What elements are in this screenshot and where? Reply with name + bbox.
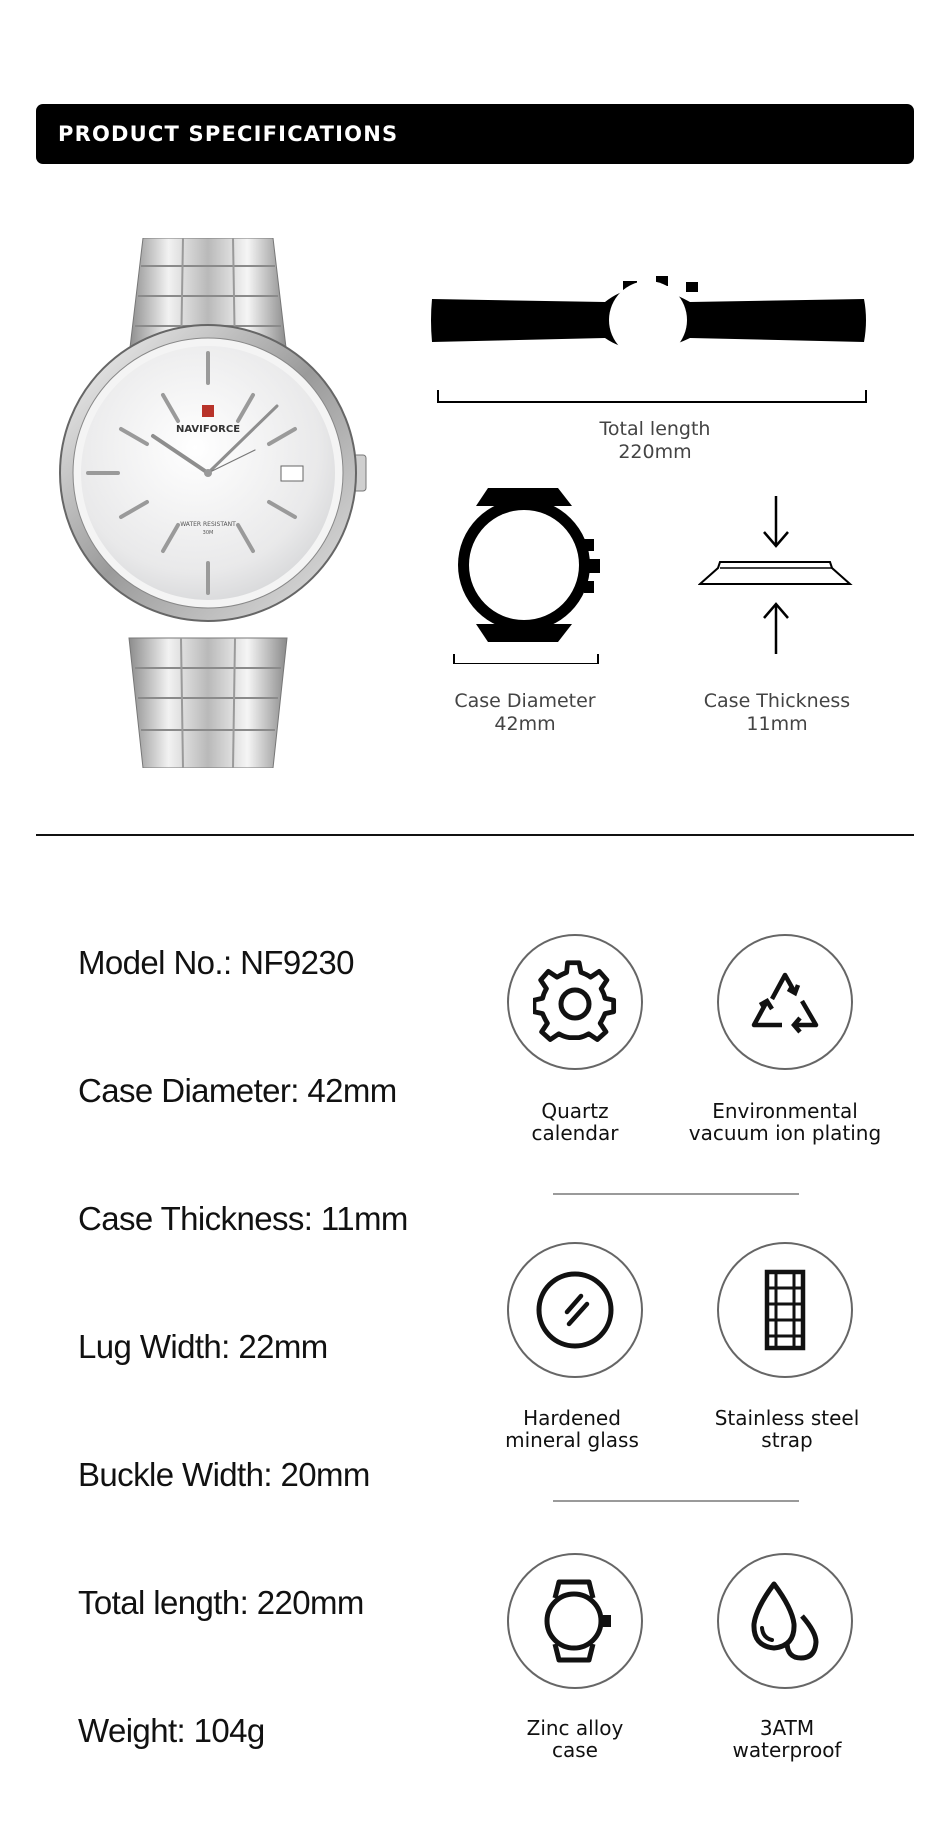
product-watch-image [55, 238, 375, 768]
gear-icon [533, 960, 617, 1044]
feature-case-line1: Zinc alloy [526, 1716, 624, 1740]
feature-row-divider [553, 1500, 799, 1502]
case-thickness-value: 11mm [746, 713, 808, 735]
total-length-caption [540, 418, 770, 464]
bracelet-bottom [129, 638, 287, 768]
feature-plating-circle [717, 934, 853, 1070]
feature-case-circle [507, 1553, 643, 1689]
feature-case-line2: case [552, 1738, 598, 1762]
section-divider [36, 834, 914, 836]
feature-glass-circle [507, 1242, 643, 1378]
feature-strap-line2: strap [761, 1428, 813, 1452]
spec-model-no: Model No.: NF9230 [78, 944, 354, 981]
case-diameter-caption [420, 690, 630, 736]
water-drops-icon [740, 1576, 830, 1666]
feature-row-divider [553, 1193, 799, 1195]
spec-total-length: Total length: 220mm [78, 1584, 364, 1621]
spec-lug-width: Lug Width: 22mm [78, 1328, 328, 1365]
recycle-icon [742, 959, 828, 1045]
case-diameter-label: Case Diameter [454, 690, 596, 712]
feature-glass-line1: Hardened [523, 1406, 621, 1430]
watch-case-icon [533, 1576, 617, 1666]
feature-quartz-label [455, 1100, 695, 1144]
case-diameter-value: 42mm [494, 713, 556, 735]
case-thickness-caption [672, 690, 882, 736]
feature-strap-circle [717, 1242, 853, 1378]
page-title: PRODUCT SPECIFICATIONS [58, 122, 399, 146]
spec-case-thickness: Case Thickness: 11mm [78, 1200, 408, 1237]
case-diameter-diagram [448, 484, 608, 664]
total-length-value: 220mm [618, 441, 692, 463]
dial-depth-text: 30M [202, 530, 214, 536]
glass-icon [533, 1268, 617, 1352]
feature-water-circle [717, 1553, 853, 1689]
total-length-diagram [430, 262, 870, 422]
feature-water-line1: 3ATM [759, 1716, 815, 1740]
feature-plating-line2: vacuum ion plating [688, 1121, 882, 1145]
case-thickness-label: Case Thickness [703, 690, 851, 712]
dial-water-text: WATER RESISTANT [180, 521, 236, 528]
feature-strap-label [667, 1407, 907, 1451]
brand-logo-text: NAVIFORCE [175, 424, 241, 435]
feature-plating-line1: Environmental [712, 1099, 858, 1123]
spec-buckle-width: Buckle Width: 20mm [78, 1456, 370, 1493]
feature-case-label [455, 1717, 695, 1761]
feature-water-line2: waterproof [732, 1738, 842, 1762]
feature-strap-line1: Stainless steel [714, 1406, 860, 1430]
feature-quartz-line2: calendar [531, 1121, 619, 1145]
feature-glass-line2: mineral glass [505, 1428, 639, 1452]
feature-quartz-circle [507, 934, 643, 1070]
feature-plating-label [665, 1100, 905, 1144]
feature-glass-label [452, 1407, 692, 1451]
case-thickness-diagram [698, 494, 858, 656]
spec-header-banner [36, 104, 914, 164]
spec-case-diameter: Case Diameter: 42mm [78, 1072, 397, 1109]
strap-icon [743, 1268, 827, 1352]
total-length-label: Total length [599, 418, 711, 440]
feature-water-label [667, 1717, 907, 1761]
spec-weight: Weight: 104g [78, 1712, 265, 1749]
feature-quartz-line1: Quartz [541, 1099, 609, 1123]
